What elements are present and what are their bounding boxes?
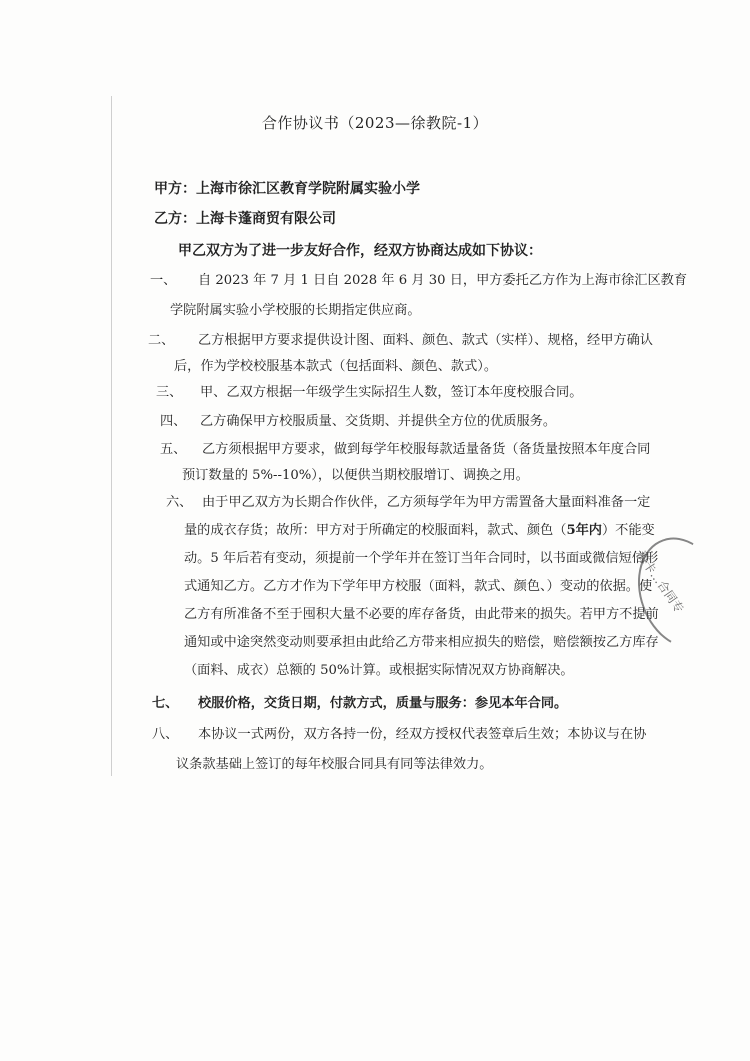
- clause-number: 七、: [152, 696, 179, 711]
- clause-line: [184, 516, 655, 546]
- document-title: 合作协议书（2023—徐教院-1）: [261, 114, 489, 132]
- clause-number: 一、: [150, 273, 177, 288]
- clause-line: 本协议一式两份，双方各持一份，经双方授权代表签章后生效；本协议与在协: [198, 727, 647, 742]
- agreement-intro: 甲乙双方为了进一步友好合作，经双方协商达成如下协议：: [178, 243, 542, 259]
- clause-line: 乙方有所准备不至于囤积大量不必要的库存备货，由此带来的损失。若甲方不提前: [184, 607, 659, 622]
- clause-line-part: ）不能变: [602, 523, 655, 538]
- clause-line: 校服价格，交货日期，付款方式，质量与服务：参见本年合同。: [198, 696, 568, 711]
- clause-number: 六、: [166, 495, 193, 510]
- clause-line: 动。5 年后若有变动，须提前一个学年并在签订当年合同时，以书面或微信短信形: [184, 551, 659, 566]
- party-b: 乙方：上海卡蓬商贸有限公司: [154, 211, 336, 227]
- party-a: 甲方：上海市徐汇区教育学院附属实验小学: [154, 181, 420, 197]
- clause-number: 八、: [152, 727, 179, 742]
- clause-line: 由于甲乙双方为长期合作伙伴，乙方须每学年为甲方需置备大量面料准备一定: [202, 495, 651, 510]
- clause-line: 通知或中途突然变动则要承担由此给乙方带来相应损失的赔偿，赔偿额按乙方库存: [184, 635, 659, 650]
- clause-line: 甲、乙双方根据一年级学生实际招生人数，签订本年度校服合同。: [200, 385, 583, 400]
- clause-line: 乙方须根据甲方要求，做到每学年校服每款适量备货（备货量按照本年度合同: [202, 442, 651, 457]
- five-years-emphasis: 5年内: [566, 523, 602, 538]
- clause-line: 学院附属实验小学校服的长期指定供应商。: [170, 303, 421, 318]
- clause-line: 乙方根据甲方要求提供设计图、面料、颜色、款式（实样）、规格，经甲方确认: [198, 333, 653, 348]
- clause-line: 乙方确保甲方校服质量、交货期、并提供全方位的优质服务。: [200, 414, 557, 429]
- clause-number: 四、: [160, 414, 187, 429]
- clause-number: 五、: [160, 442, 187, 457]
- clause-number: 二、: [148, 333, 175, 348]
- clause-line-part: 量的成衣存货；故所：甲方对于所确定的校服面料，款式、颜色（: [184, 523, 567, 538]
- clause-line: （面料、成衣）总额的 50%计算。或根据实际情况双方协商解决。: [184, 663, 574, 678]
- clause-line: 预订数量的 5%--10%），以便供当期校服增订、调换之用。: [182, 468, 529, 483]
- clause-line: 后，作为学校校服基本款式（包括面料、颜色、款式）。: [174, 359, 498, 374]
- seal-text: 海卡…合同专: [633, 548, 687, 616]
- clause-line: 议条款基础上签订的每年校服合同具有同等法律效力。: [176, 757, 493, 772]
- left-margin-line: [111, 96, 112, 776]
- clause-line: 式通知乙方。乙方才作为下学年甲方校服（面料，款式、颜色、）变动的依据。使: [184, 579, 653, 594]
- clause-line: 自 2023 年 7 月 1 日自 2028 年 6 月 30 日，甲方委托乙方作为上海市徐汇区教育: [198, 273, 688, 288]
- clause-number: 三、: [156, 385, 183, 400]
